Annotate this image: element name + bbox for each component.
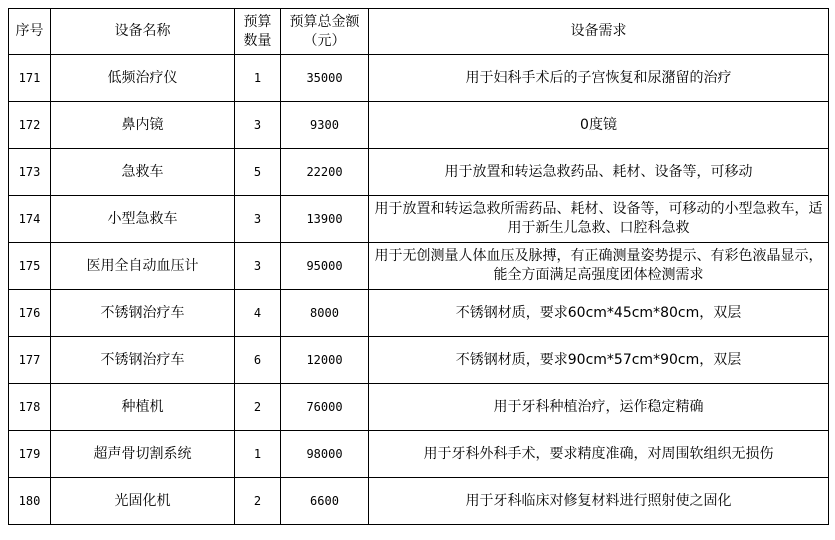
cell-index: 174 bbox=[9, 196, 51, 243]
cell-requirement: 不锈钢材质，要求90cm*57cm*90cm，双层 bbox=[369, 337, 829, 384]
cell-requirement: 用于放置和转运急救所需药品、耗材、设备等，可移动的小型急救车，适用于新生儿急救、口腔科急救 bbox=[369, 196, 829, 243]
cell-requirement: 用于放置和转运急救药品、耗材、设备等，可移动 bbox=[369, 149, 829, 196]
cell-qty: 3 bbox=[235, 196, 281, 243]
cell-index: 175 bbox=[9, 243, 51, 290]
table-row bbox=[9, 384, 829, 431]
cell-index: 173 bbox=[9, 149, 51, 196]
cell-index: 179 bbox=[9, 431, 51, 478]
cell-qty: 3 bbox=[235, 243, 281, 290]
cell-requirement: 不锈钢材质，要求60cm*45cm*80cm，双层 bbox=[369, 290, 829, 337]
table-row bbox=[9, 55, 829, 102]
cell-name: 种植机 bbox=[51, 384, 235, 431]
cell-name: 不锈钢治疗车 bbox=[51, 337, 235, 384]
cell-budget: 95000 bbox=[281, 243, 369, 290]
cell-index: 180 bbox=[9, 478, 51, 525]
cell-qty: 6 bbox=[235, 337, 281, 384]
header-qty: 预算数量 bbox=[235, 9, 281, 55]
header-requirement: 设备需求 bbox=[369, 9, 829, 55]
cell-requirement: 用于牙科临床对修复材料进行照射使之固化 bbox=[369, 478, 829, 525]
cell-qty: 4 bbox=[235, 290, 281, 337]
cell-name: 鼻内镜 bbox=[51, 102, 235, 149]
cell-budget: 98000 bbox=[281, 431, 369, 478]
cell-budget: 12000 bbox=[281, 337, 369, 384]
table-row bbox=[9, 102, 829, 149]
cell-name: 小型急救车 bbox=[51, 196, 235, 243]
cell-name: 医用全自动血压计 bbox=[51, 243, 235, 290]
cell-qty: 2 bbox=[235, 478, 281, 525]
cell-name: 低频治疗仪 bbox=[51, 55, 235, 102]
cell-requirement: 用于无创测量人体血压及脉搏，有正确测量姿势提示、有彩色液晶显示，能全方面满足高强度团体检测需求 bbox=[369, 243, 829, 290]
cell-budget: 13900 bbox=[281, 196, 369, 243]
header-budget: 预算总金额（元） bbox=[281, 9, 369, 55]
header-index: 序号 bbox=[9, 9, 51, 55]
table-row bbox=[9, 337, 829, 384]
cell-requirement: 用于妇科手术后的子宫恢复和尿潴留的治疗 bbox=[369, 55, 829, 102]
cell-qty: 1 bbox=[235, 55, 281, 102]
cell-index: 177 bbox=[9, 337, 51, 384]
cell-name: 不锈钢治疗车 bbox=[51, 290, 235, 337]
table-row bbox=[9, 149, 829, 196]
cell-name: 超声骨切割系统 bbox=[51, 431, 235, 478]
cell-requirement: 用于牙科种植治疗，运作稳定精确 bbox=[369, 384, 829, 431]
cell-budget: 9300 bbox=[281, 102, 369, 149]
cell-requirement: 用于牙科外科手术，要求精度准确，对周围软组织无损伤 bbox=[369, 431, 829, 478]
cell-budget: 22200 bbox=[281, 149, 369, 196]
cell-index: 172 bbox=[9, 102, 51, 149]
cell-index: 176 bbox=[9, 290, 51, 337]
cell-requirement: 0度镜 bbox=[369, 102, 829, 149]
cell-index: 171 bbox=[9, 55, 51, 102]
cell-qty: 1 bbox=[235, 431, 281, 478]
cell-name: 急救车 bbox=[51, 149, 235, 196]
table-row bbox=[9, 243, 829, 290]
cell-qty: 3 bbox=[235, 102, 281, 149]
cell-budget: 35000 bbox=[281, 55, 369, 102]
cell-name: 光固化机 bbox=[51, 478, 235, 525]
cell-budget: 76000 bbox=[281, 384, 369, 431]
table-row bbox=[9, 431, 829, 478]
cell-qty: 5 bbox=[235, 149, 281, 196]
table-row bbox=[9, 478, 829, 525]
cell-index: 178 bbox=[9, 384, 51, 431]
cell-qty: 2 bbox=[235, 384, 281, 431]
table-row bbox=[9, 196, 829, 243]
cell-budget: 8000 bbox=[281, 290, 369, 337]
equipment-table bbox=[8, 8, 829, 525]
header-row bbox=[9, 9, 829, 55]
header-name: 设备名称 bbox=[51, 9, 235, 55]
table-row bbox=[9, 290, 829, 337]
cell-budget: 6600 bbox=[281, 478, 369, 525]
